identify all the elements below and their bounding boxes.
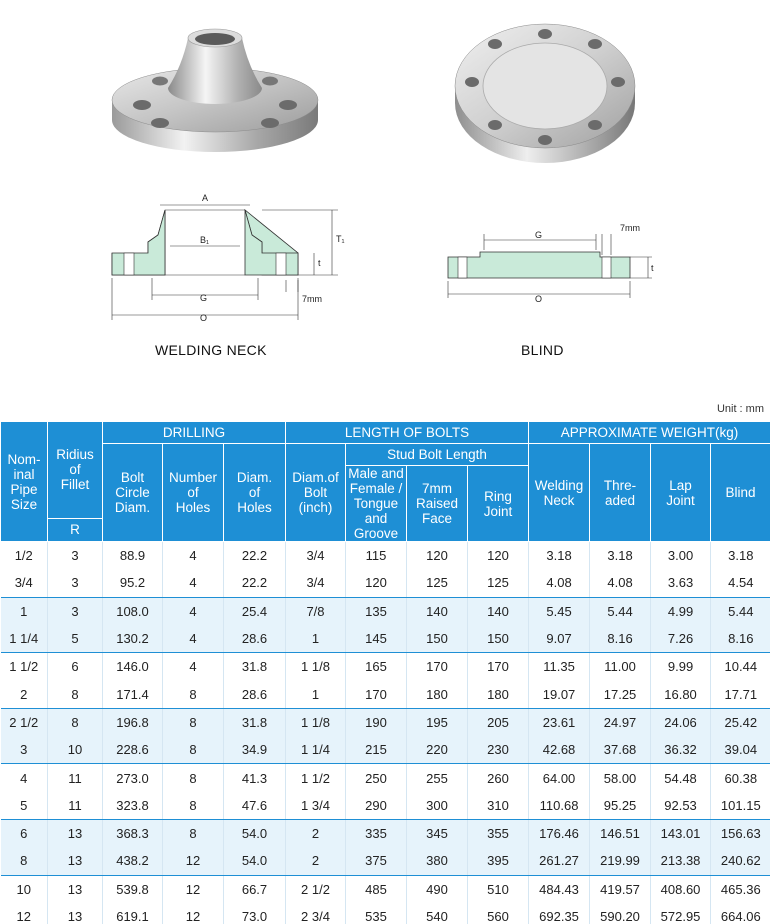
table-cell: 3 bbox=[48, 542, 103, 570]
wn-dim-T1: T₁ bbox=[336, 234, 345, 244]
table-cell: 5.45 bbox=[529, 597, 590, 625]
table-cell: 143.01 bbox=[651, 819, 711, 847]
table-cell: 108.0 bbox=[103, 597, 163, 625]
table-cell: 3/4 bbox=[1, 569, 48, 597]
table-cell: 180 bbox=[468, 680, 529, 708]
table-cell: 7.26 bbox=[651, 625, 711, 653]
table-cell: 4 bbox=[163, 597, 224, 625]
table-cell: 25.42 bbox=[711, 708, 770, 736]
welding-neck-flange-image bbox=[100, 8, 330, 158]
table-cell: 150 bbox=[407, 625, 468, 653]
table-cell: 310 bbox=[468, 792, 529, 820]
table-row bbox=[1, 792, 770, 820]
table-cell: 3/4 bbox=[286, 542, 346, 570]
table-cell: 60.38 bbox=[711, 764, 770, 792]
table-cell: 135 bbox=[346, 597, 407, 625]
table-cell: 540 bbox=[407, 903, 468, 924]
table-cell: 3.18 bbox=[711, 542, 770, 570]
header-diam-of-holes: Diam. of Holes bbox=[224, 444, 286, 542]
table-cell: 4.08 bbox=[590, 569, 651, 597]
table-cell: 9.99 bbox=[651, 653, 711, 681]
table-cell: 290 bbox=[346, 792, 407, 820]
table-cell: 16.80 bbox=[651, 680, 711, 708]
table-cell: 95.25 bbox=[590, 792, 651, 820]
header-welding-neck: Welding Neck bbox=[529, 444, 590, 542]
table-cell: 1 1/4 bbox=[1, 625, 48, 653]
header-radius: Ridius of Fillet bbox=[48, 422, 103, 519]
table-cell: 47.6 bbox=[224, 792, 286, 820]
table-cell: 240.62 bbox=[711, 847, 770, 875]
table-cell: 4 bbox=[163, 653, 224, 681]
table-cell: 23.61 bbox=[529, 708, 590, 736]
table-cell: 3 bbox=[1, 736, 48, 764]
blind-flange-image bbox=[440, 8, 650, 168]
table-row bbox=[1, 569, 770, 597]
table-cell: 6 bbox=[48, 653, 103, 681]
table-cell: 4 bbox=[163, 542, 224, 570]
table-cell: 66.7 bbox=[224, 875, 286, 903]
table-cell: 3.18 bbox=[590, 542, 651, 570]
table-cell: 228.6 bbox=[103, 736, 163, 764]
table-cell: 261.27 bbox=[529, 847, 590, 875]
table-cell: 572.95 bbox=[651, 903, 711, 924]
table-cell: 64.00 bbox=[529, 764, 590, 792]
table-row bbox=[1, 653, 770, 681]
table-cell: 58.00 bbox=[590, 764, 651, 792]
table-cell: 171.4 bbox=[103, 680, 163, 708]
table-cell: 8 bbox=[163, 680, 224, 708]
header-threaded: Thre- aded bbox=[590, 444, 651, 542]
table-cell: 88.9 bbox=[103, 542, 163, 570]
table-cell: 54.0 bbox=[224, 819, 286, 847]
table-cell: 8 bbox=[163, 764, 224, 792]
table-cell: 125 bbox=[468, 569, 529, 597]
table-cell: 73.0 bbox=[224, 903, 286, 924]
header-approx-weight: APPROXIMATE WEIGHT(kg) bbox=[529, 422, 770, 444]
table-cell: 28.6 bbox=[224, 680, 286, 708]
table-cell: 12 bbox=[1, 903, 48, 924]
table-cell: 31.8 bbox=[224, 708, 286, 736]
table-cell: 4.08 bbox=[529, 569, 590, 597]
table-cell: 13 bbox=[48, 875, 103, 903]
table-cell: 1 1/2 bbox=[1, 653, 48, 681]
table-cell: 3 bbox=[48, 597, 103, 625]
table-cell: 25.4 bbox=[224, 597, 286, 625]
table-cell: 165 bbox=[346, 653, 407, 681]
table-cell: 92.53 bbox=[651, 792, 711, 820]
table-cell: 590.20 bbox=[590, 903, 651, 924]
wn-dim-7mm: 7mm bbox=[302, 294, 322, 304]
blind-dim-7mm: 7mm bbox=[620, 223, 640, 233]
header-raised-face: 7mm Raised Face bbox=[407, 466, 468, 542]
table-cell: 2 3/4 bbox=[286, 903, 346, 924]
table-cell: 24.06 bbox=[651, 708, 711, 736]
table-cell: 219.99 bbox=[590, 847, 651, 875]
table-cell: 176.46 bbox=[529, 819, 590, 847]
table-cell: 10.44 bbox=[711, 653, 770, 681]
table-cell: 115 bbox=[346, 542, 407, 570]
header-ring-joint: Ring Joint bbox=[468, 466, 529, 542]
table-cell: 4 bbox=[1, 764, 48, 792]
table-cell: 11.00 bbox=[590, 653, 651, 681]
table-cell: 19.07 bbox=[529, 680, 590, 708]
table-cell: 539.8 bbox=[103, 875, 163, 903]
table-cell: 560 bbox=[468, 903, 529, 924]
table-cell: 5 bbox=[48, 625, 103, 653]
table-cell: 8 bbox=[1, 847, 48, 875]
table-cell: 146.51 bbox=[590, 819, 651, 847]
table-cell: 255 bbox=[407, 764, 468, 792]
table-cell: 140 bbox=[407, 597, 468, 625]
table-cell: 11 bbox=[48, 792, 103, 820]
table-cell: 273.0 bbox=[103, 764, 163, 792]
table-cell: 3 bbox=[48, 569, 103, 597]
table-cell: 54.0 bbox=[224, 847, 286, 875]
table-cell: 24.97 bbox=[590, 708, 651, 736]
blind-dim-t: t bbox=[651, 263, 654, 273]
header-diam-of-bolt: Diam.of Bolt (inch) bbox=[286, 444, 346, 542]
table-cell: 42.68 bbox=[529, 736, 590, 764]
wn-dim-t: t bbox=[318, 258, 321, 268]
table-cell: 10 bbox=[48, 736, 103, 764]
table-cell: 1 1/8 bbox=[286, 653, 346, 681]
table-cell: 5.44 bbox=[590, 597, 651, 625]
table-row bbox=[1, 875, 770, 903]
table-cell: 619.1 bbox=[103, 903, 163, 924]
table-cell: 39.04 bbox=[711, 736, 770, 764]
table-cell: 17.71 bbox=[711, 680, 770, 708]
table-cell: 22.2 bbox=[224, 542, 286, 570]
table-cell: 220 bbox=[407, 736, 468, 764]
table-row bbox=[1, 625, 770, 653]
table-cell: 355 bbox=[468, 819, 529, 847]
table-cell: 205 bbox=[468, 708, 529, 736]
table-cell: 9.07 bbox=[529, 625, 590, 653]
flange-spec-table bbox=[0, 421, 770, 924]
table-cell: 368.3 bbox=[103, 819, 163, 847]
table-cell: 3.00 bbox=[651, 542, 711, 570]
table-cell: 1 bbox=[1, 597, 48, 625]
header-bolt-circle: Bolt Circle Diam. bbox=[103, 444, 163, 542]
table-cell: 484.43 bbox=[529, 875, 590, 903]
table-cell: 535 bbox=[346, 903, 407, 924]
table-cell: 146.0 bbox=[103, 653, 163, 681]
header-blind: Blind bbox=[711, 444, 770, 542]
table-cell: 490 bbox=[407, 875, 468, 903]
table-row bbox=[1, 847, 770, 875]
table-cell: 664.06 bbox=[711, 903, 770, 924]
table-cell: 130.2 bbox=[103, 625, 163, 653]
table-cell: 12 bbox=[163, 847, 224, 875]
table-row bbox=[1, 764, 770, 792]
table-cell: 2 1/2 bbox=[286, 875, 346, 903]
table-cell: 375 bbox=[346, 847, 407, 875]
table-cell: 8.16 bbox=[590, 625, 651, 653]
table-cell: 1 bbox=[286, 680, 346, 708]
blind-caption: BLIND bbox=[521, 342, 564, 358]
table-cell: 485 bbox=[346, 875, 407, 903]
table-cell: 2 bbox=[286, 847, 346, 875]
table-cell: 12 bbox=[163, 875, 224, 903]
table-cell: 180 bbox=[407, 680, 468, 708]
table-cell: 1/2 bbox=[1, 542, 48, 570]
header-male-female: Male and Female / Tongue and Groove bbox=[346, 466, 407, 542]
welding-neck-caption: WELDING NECK bbox=[155, 342, 267, 358]
table-cell: 4.54 bbox=[711, 569, 770, 597]
table-cell: 54.48 bbox=[651, 764, 711, 792]
table-cell: 510 bbox=[468, 875, 529, 903]
blind-dim-G: G bbox=[535, 230, 543, 240]
blind-dim-O: O bbox=[535, 294, 543, 304]
table-row bbox=[1, 542, 770, 570]
table-cell: 692.35 bbox=[529, 903, 590, 924]
table-cell: 230 bbox=[468, 736, 529, 764]
wn-dim-B1: B₁ bbox=[200, 235, 210, 245]
table-cell: 3/4 bbox=[286, 569, 346, 597]
table-cell: 13 bbox=[48, 819, 103, 847]
header-drilling: DRILLING bbox=[103, 422, 286, 444]
table-cell: 4 bbox=[163, 625, 224, 653]
table-cell: 101.15 bbox=[711, 792, 770, 820]
table-cell: 120 bbox=[346, 569, 407, 597]
table-cell: 10 bbox=[1, 875, 48, 903]
header-nps: Nom- inal Pipe Size bbox=[1, 422, 48, 542]
welding-neck-section-drawing bbox=[100, 180, 360, 325]
table-cell: 110.68 bbox=[529, 792, 590, 820]
table-cell: 3.63 bbox=[651, 569, 711, 597]
table-cell: 120 bbox=[407, 542, 468, 570]
table-cell: 34.9 bbox=[224, 736, 286, 764]
table-cell: 190 bbox=[346, 708, 407, 736]
table-cell: 150 bbox=[468, 625, 529, 653]
table-cell: 13 bbox=[48, 903, 103, 924]
table-cell: 380 bbox=[407, 847, 468, 875]
blind-section-drawing bbox=[440, 220, 660, 305]
table-cell: 250 bbox=[346, 764, 407, 792]
table-cell: 213.38 bbox=[651, 847, 711, 875]
table-cell: 1 1/2 bbox=[286, 764, 346, 792]
table-cell: 8 bbox=[163, 819, 224, 847]
table-cell: 156.63 bbox=[711, 819, 770, 847]
table-cell: 438.2 bbox=[103, 847, 163, 875]
table-cell: 5.44 bbox=[711, 597, 770, 625]
table-cell: 1 3/4 bbox=[286, 792, 346, 820]
table-cell: 2 bbox=[1, 680, 48, 708]
header-number-of-holes: Number of Holes bbox=[163, 444, 224, 542]
table-cell: 335 bbox=[346, 819, 407, 847]
table-cell: 31.8 bbox=[224, 653, 286, 681]
table-cell: 145 bbox=[346, 625, 407, 653]
table-cell: 37.68 bbox=[590, 736, 651, 764]
table-cell: 260 bbox=[468, 764, 529, 792]
table-row bbox=[1, 736, 770, 764]
table-cell: 28.6 bbox=[224, 625, 286, 653]
table-cell: 2 bbox=[286, 819, 346, 847]
table-cell: 125 bbox=[407, 569, 468, 597]
table-cell: 22.2 bbox=[224, 569, 286, 597]
table-row bbox=[1, 819, 770, 847]
table-cell: 12 bbox=[163, 903, 224, 924]
header-radius-symbol: R bbox=[48, 518, 103, 541]
table-cell: 170 bbox=[407, 653, 468, 681]
wn-dim-O: O bbox=[200, 313, 208, 323]
unit-label: Unit : mm bbox=[716, 403, 764, 415]
table-cell: 6 bbox=[1, 819, 48, 847]
table-cell: 1 1/4 bbox=[286, 736, 346, 764]
table-cell: 195 bbox=[407, 708, 468, 736]
table-cell: 140 bbox=[468, 597, 529, 625]
table-cell: 17.25 bbox=[590, 680, 651, 708]
table-cell: 395 bbox=[468, 847, 529, 875]
table-cell: 7/8 bbox=[286, 597, 346, 625]
table-cell: 215 bbox=[346, 736, 407, 764]
table-row bbox=[1, 680, 770, 708]
table-cell: 8 bbox=[48, 680, 103, 708]
table-cell: 323.8 bbox=[103, 792, 163, 820]
table-cell: 8 bbox=[163, 792, 224, 820]
table-cell: 170 bbox=[346, 680, 407, 708]
table-cell: 5 bbox=[1, 792, 48, 820]
table-cell: 11.35 bbox=[529, 653, 590, 681]
table-cell: 120 bbox=[468, 542, 529, 570]
table-cell: 3.18 bbox=[529, 542, 590, 570]
wn-dim-G: G bbox=[200, 293, 208, 303]
table-cell: 408.60 bbox=[651, 875, 711, 903]
header-stud-bolt-length: Stud Bolt Length bbox=[346, 444, 529, 466]
header-lap-joint: Lap Joint bbox=[651, 444, 711, 542]
table-cell: 2 1/2 bbox=[1, 708, 48, 736]
table-cell: 170 bbox=[468, 653, 529, 681]
table-cell: 13 bbox=[48, 847, 103, 875]
header-length-of-bolts: LENGTH OF BOLTS bbox=[286, 422, 529, 444]
table-cell: 345 bbox=[407, 819, 468, 847]
table-cell: 196.8 bbox=[103, 708, 163, 736]
table-cell: 8 bbox=[48, 708, 103, 736]
wn-dim-A: A bbox=[202, 193, 209, 203]
table-row bbox=[1, 708, 770, 736]
table-cell: 8 bbox=[163, 736, 224, 764]
table-cell: 95.2 bbox=[103, 569, 163, 597]
table-cell: 419.57 bbox=[590, 875, 651, 903]
table-cell: 4.99 bbox=[651, 597, 711, 625]
table-cell: 36.32 bbox=[651, 736, 711, 764]
table-cell: 41.3 bbox=[224, 764, 286, 792]
table-cell: 11 bbox=[48, 764, 103, 792]
table-row bbox=[1, 597, 770, 625]
table-cell: 300 bbox=[407, 792, 468, 820]
table-cell: 1 bbox=[286, 625, 346, 653]
table-cell: 8 bbox=[163, 708, 224, 736]
table-cell: 465.36 bbox=[711, 875, 770, 903]
table-cell: 4 bbox=[163, 569, 224, 597]
table-cell: 8.16 bbox=[711, 625, 770, 653]
table-cell: 1 1/8 bbox=[286, 708, 346, 736]
table-row bbox=[1, 903, 770, 924]
